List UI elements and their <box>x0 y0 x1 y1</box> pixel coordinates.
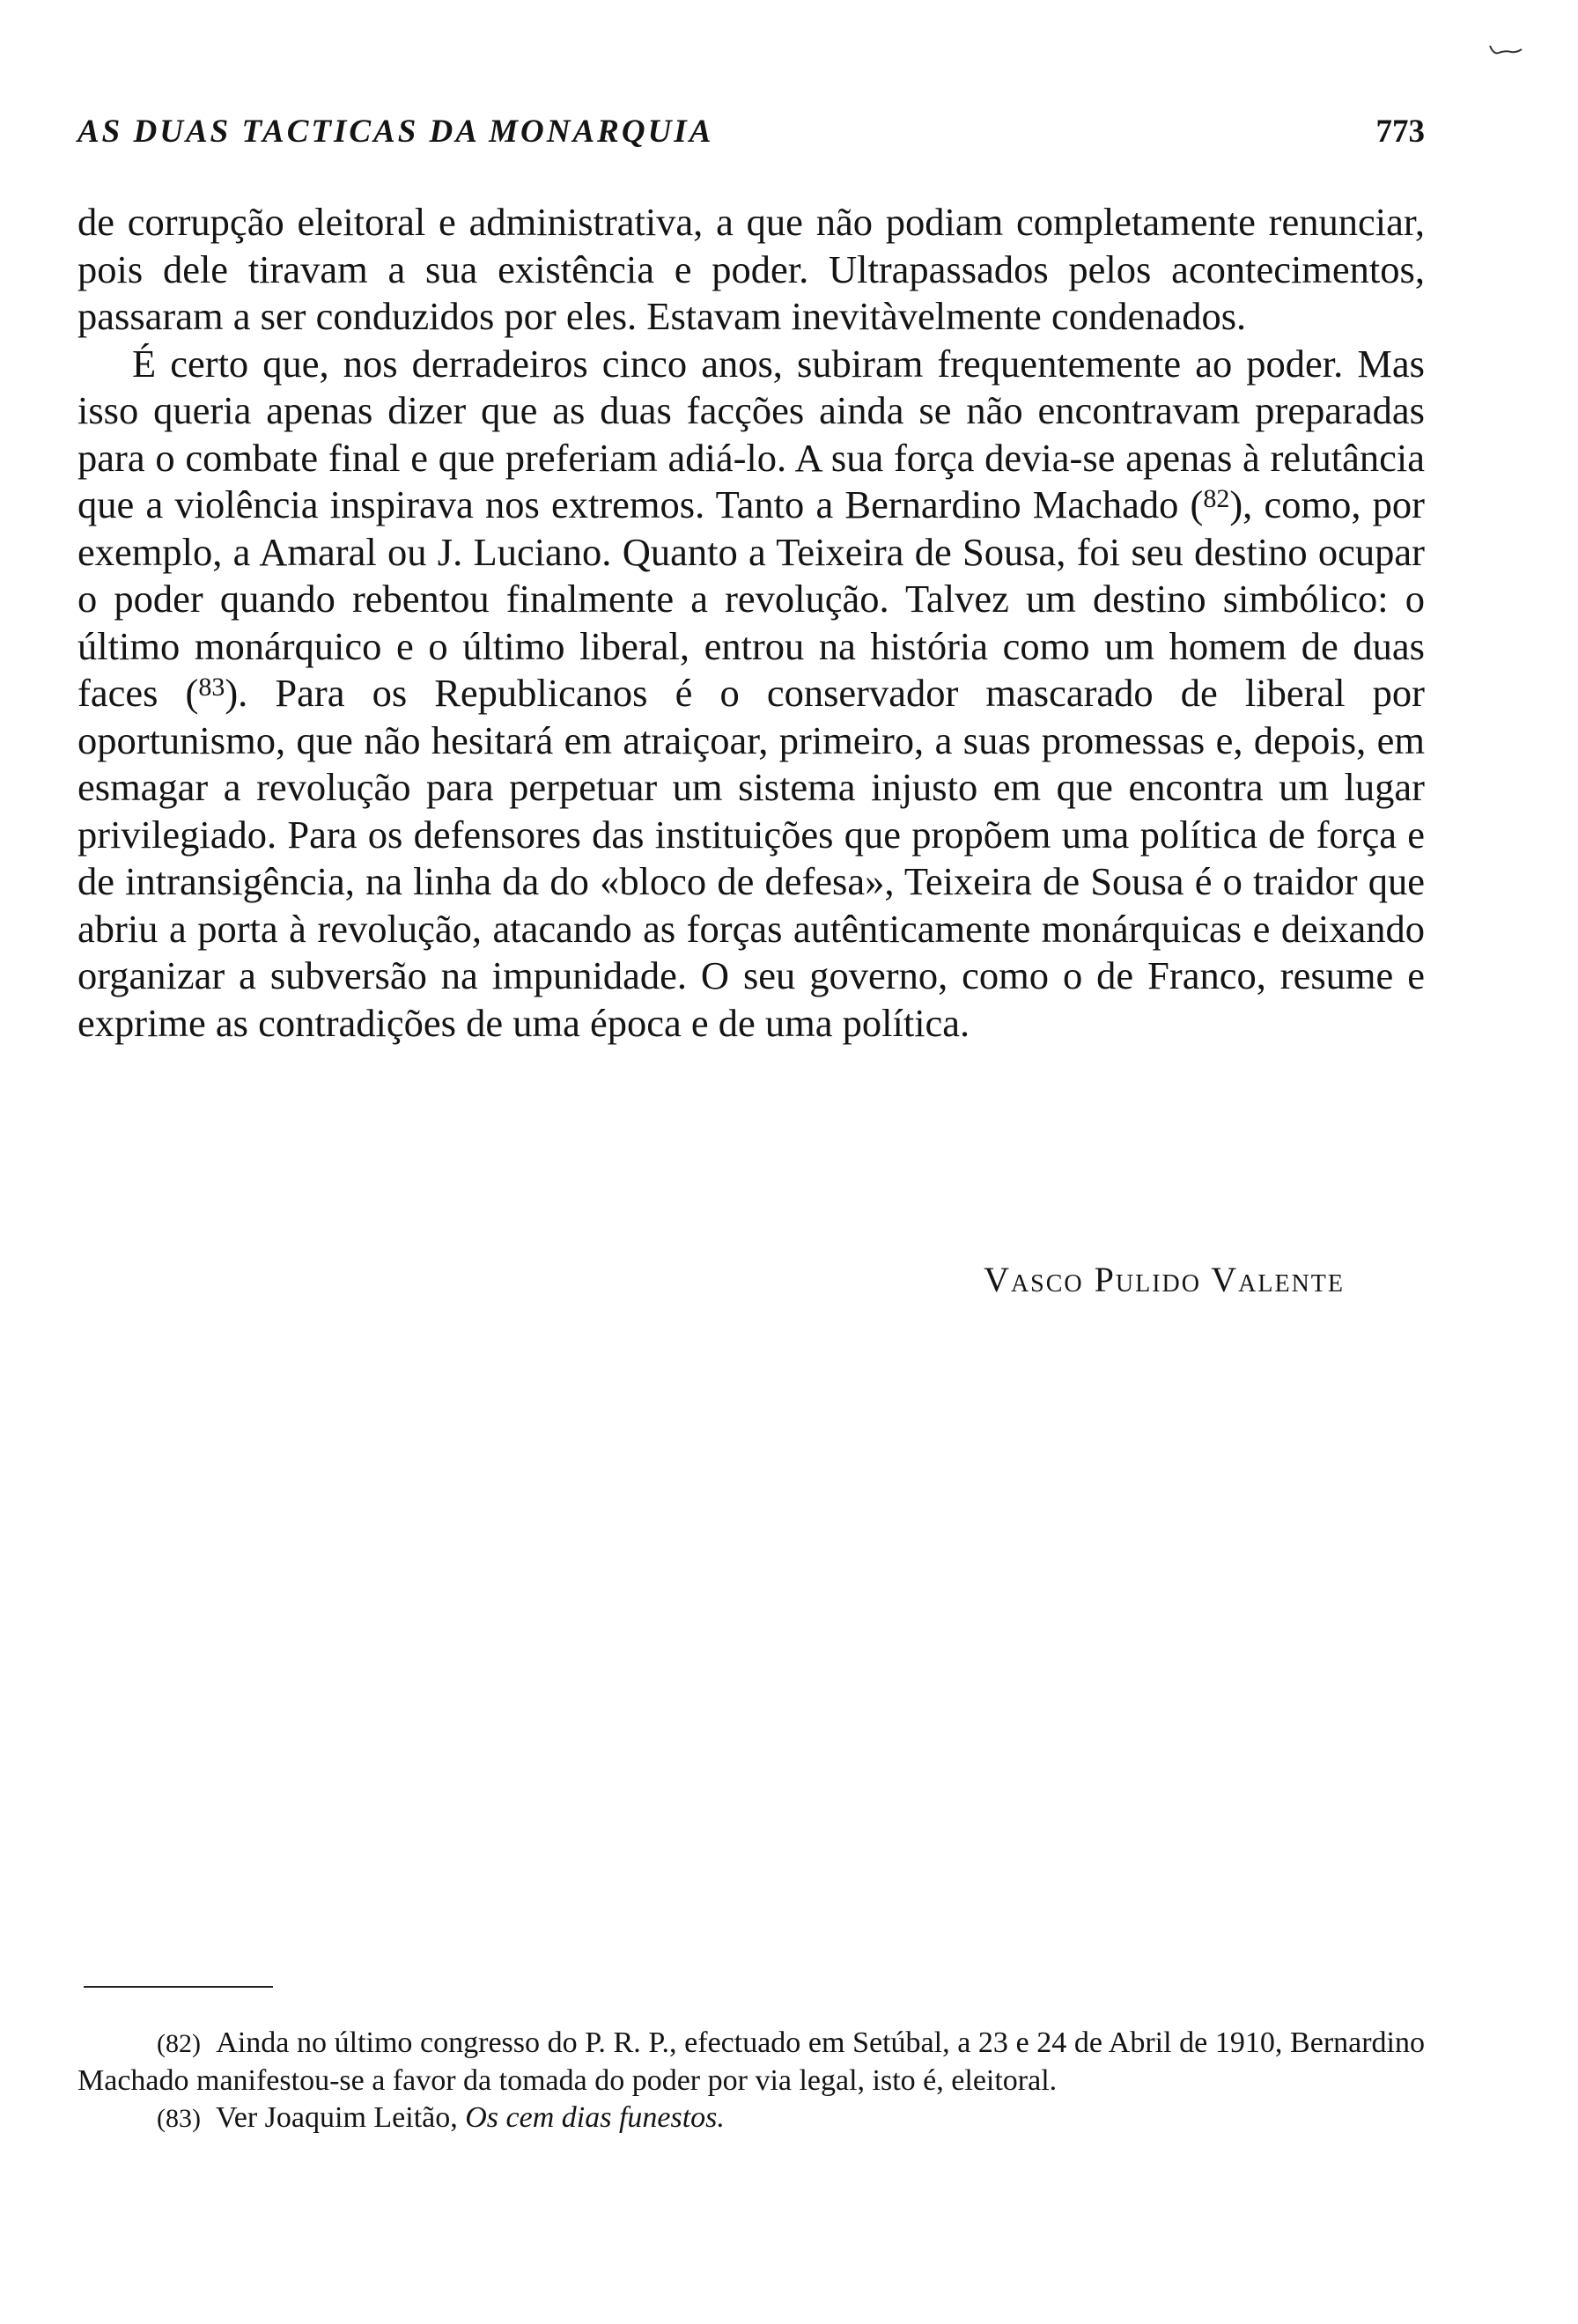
running-head <box>77 113 1425 165</box>
corner-pen-mark <box>1488 42 1523 60</box>
footnote-number: (83) <box>157 2104 201 2133</box>
author-signature: Vasco Pulido Valente <box>984 1260 1345 1299</box>
paragraph-2-part-2: ), como, por exemplo, a Amaral ou J. Luciano. Quanto a Teixeira de Sousa, foi seu destino ocupar o poder quando rebentou finalmente a revolução. Talvez um destino simbólico: o último monárquico e o último liberal, entrou na história como um homem de duas faces ( <box>77 482 1425 715</box>
paragraph-2-part-1: É certo que, nos derradeiros cinco anos, subiram frequentemente ao poder. Mas isso queria apenas dizer que as duas facções ainda se não encontravam preparadas para o combate final e que preferiam adiá-lo. A sua força devia-se apenas à relutância que a violência inspirava nos extremos. Tanto a Bernardino Machado ( <box>77 341 1425 526</box>
footnote-82 <box>77 2025 1425 2100</box>
footnote-83 <box>77 2100 1425 2137</box>
footnote-divider <box>84 1986 273 1988</box>
footnote-text: Ver Joaquim Leitão, <box>215 2101 458 2134</box>
page-number: 773 <box>1375 114 1425 150</box>
footnote-ref-83[interactable]: 83 <box>198 673 225 702</box>
paragraph-2 <box>77 341 1425 1048</box>
body-text <box>77 199 1425 1047</box>
footnote-ref-82[interactable]: 82 <box>1203 484 1230 513</box>
footnote-text: Ainda no último congresso do P. R. P., efectuado em Setúbal, a 23 e 24 de Abril de 1910, Bernardino Machado manifestou-se a favor da tomada do poder por via legal, isto é, eleitoral. <box>77 2026 1425 2097</box>
footnote-book-title: Os cem dias funestos. <box>465 2101 725 2134</box>
footnotes <box>77 2025 1425 2137</box>
paragraph-2-part-3: ). Para os Republicanos é o conservador mascarado de liberal por oportunismo, que não hesitará em atraiçoar, primeiro, a suas promessas e, depois, em esmagar a revolução para perpetuar um sistema injusto em que encontra um lugar privilegiado. Para os defensores das instituições que propõem uma política de força e de intransigência, na linha da do «bloco de defesa», Teixeira de Sousa é o traidor que abriu a porta à revolução, atacando as forças autênticamente monárquicas e deixando organizar a subversão na impunidade. O seu governo, como o de Franco, resume e exprime as contradições de uma época e de uma política. <box>77 671 1425 1045</box>
footnote-number: (82) <box>157 2029 201 2058</box>
paragraph-1: de corrupção eleitoral e administrativa, a que não podiam completamente renunciar, pois dele tiravam a sua existência e poder. Ultrapassados pelos acontecimentos, passaram a ser conduzidos por eles. Estavam inevitàvelmente condenados. <box>77 200 1425 338</box>
running-title: AS DUAS TACTICAS DA MONARQUIA <box>77 114 714 150</box>
